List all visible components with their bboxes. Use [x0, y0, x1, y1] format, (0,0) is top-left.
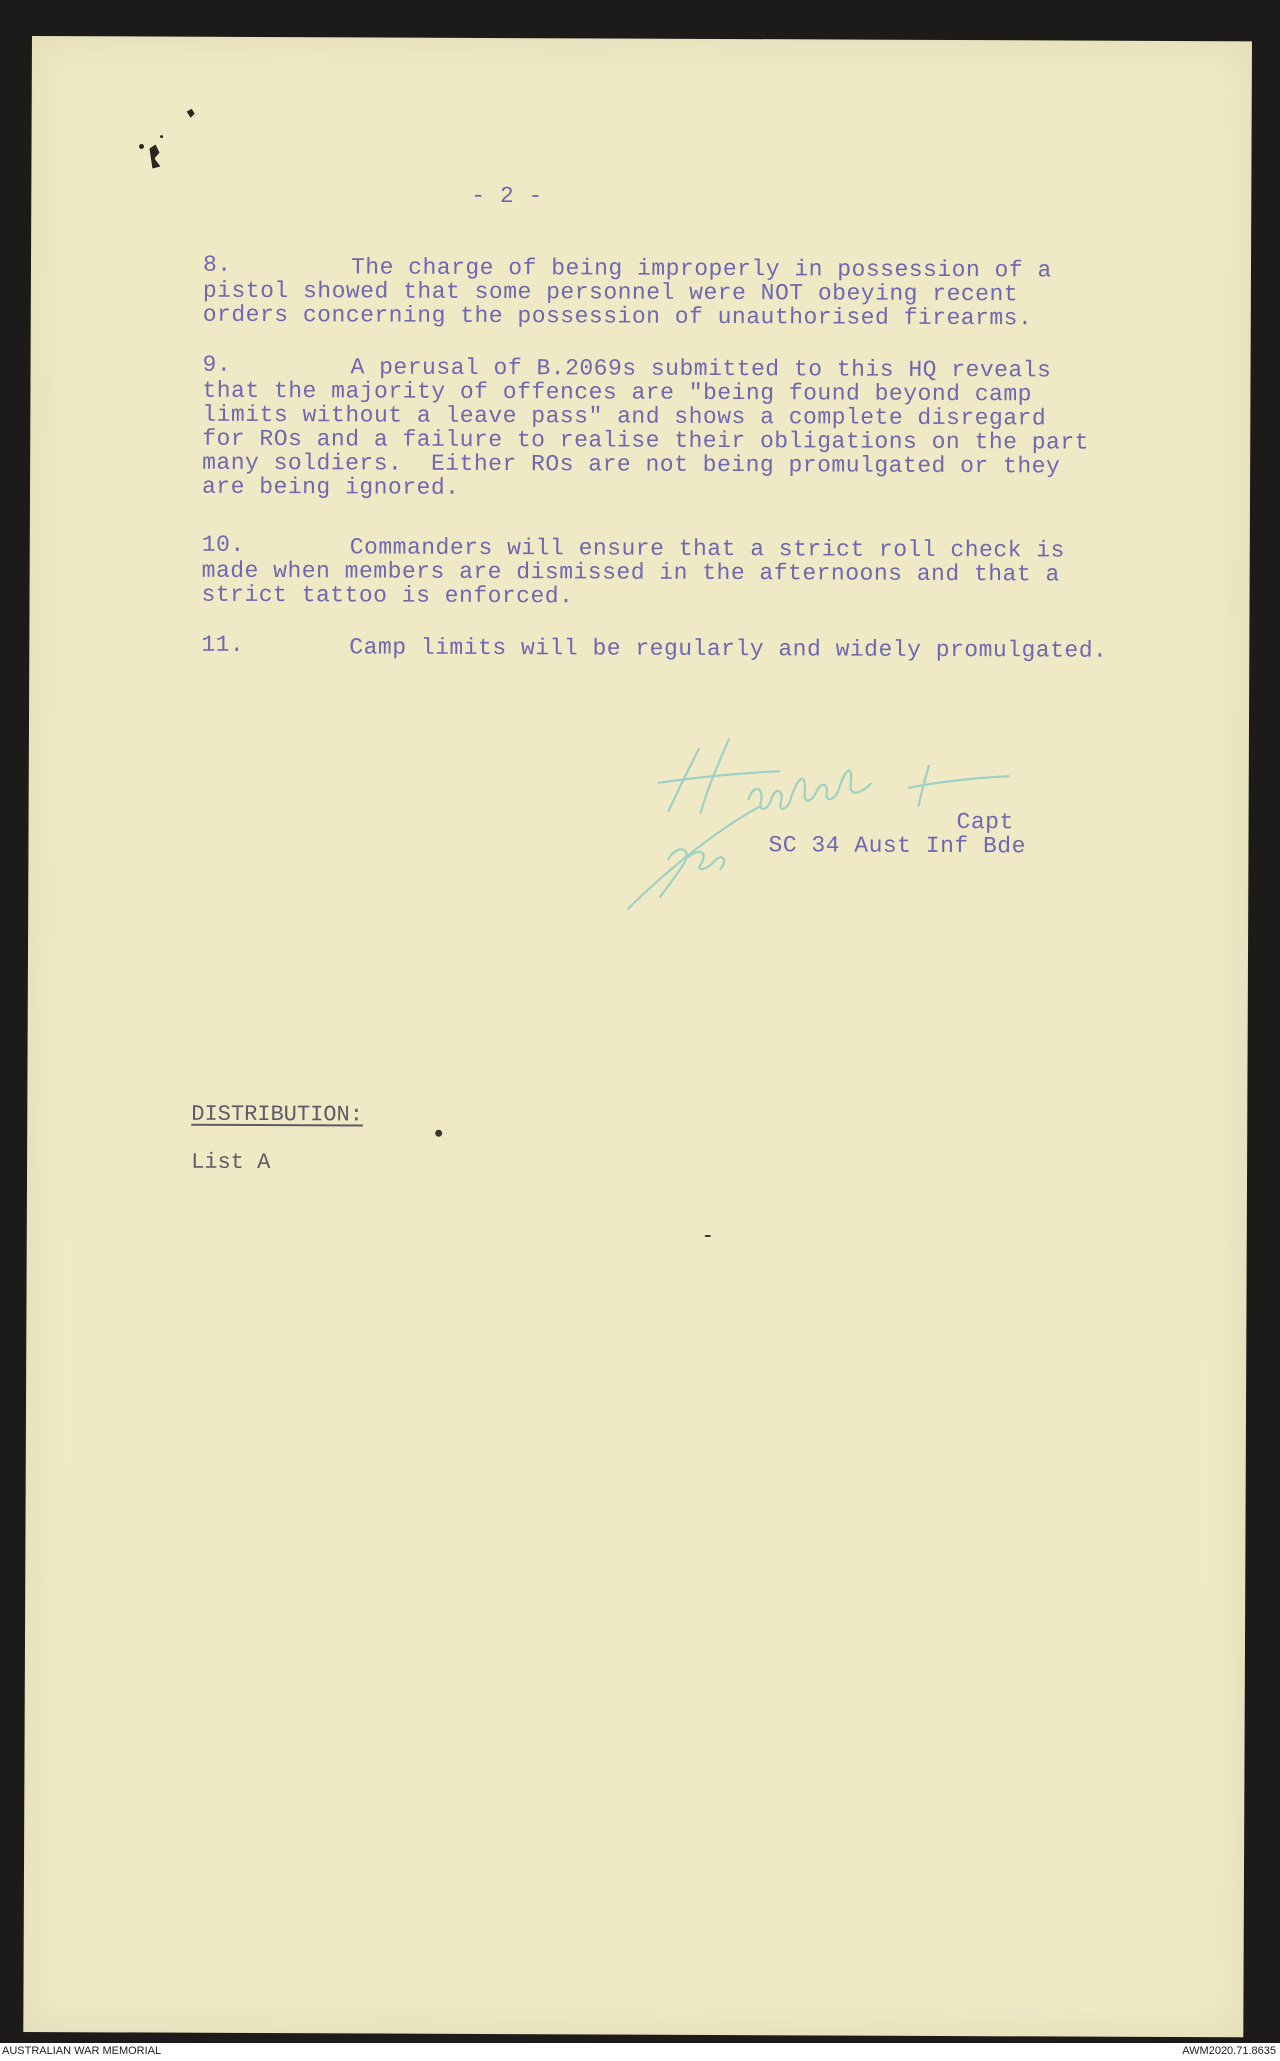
- paragraph-number: 8.: [202, 251, 232, 278]
- paragraph-line: for ROs and a failure to realise their obligations on the part: [202, 425, 1090, 456]
- document-page: [23, 36, 1252, 2037]
- signatory-rank: Capt: [956, 809, 1014, 836]
- paragraph-line: limits without a leave pass" and shows a complete disregard: [202, 401, 1047, 432]
- ink-spot: [435, 1130, 442, 1137]
- paragraph-line: made when members are dismissed in the afternoons and that a: [201, 557, 1060, 588]
- ink-speck: [705, 1235, 711, 1237]
- paragraph-number: 9.: [202, 351, 232, 378]
- distribution-heading: DISTRIBUTION:: [191, 1101, 363, 1128]
- distribution-list: List A: [191, 1149, 271, 1176]
- signatory-unit: SC 34 Aust Inf Bde: [768, 832, 1026, 860]
- footer-archive-name: AUSTRALIAN WAR MEMORIAL: [2, 2045, 162, 2057]
- handwritten-signature: [608, 729, 1089, 931]
- paragraph-line: A perusal of B.2069s submitted to this HQ reveals: [350, 354, 1052, 384]
- paragraph-line: are being ignored.: [201, 473, 460, 501]
- paragraph-line: that the majority of offences are "being found beyond camp: [202, 377, 1033, 408]
- page-number: - 2 -: [471, 182, 543, 210]
- paragraph-line: pistol showed that some personnel were NOT obeying recent: [202, 277, 1019, 308]
- punch-hole-marks: [101, 76, 202, 196]
- paragraph-line: The charge of being improperly in possession of a: [350, 254, 1052, 284]
- paragraph-line: many soldiers. Either ROs are not being promulgated or they: [202, 449, 1061, 480]
- paragraph-line: Commanders will ensure that a strict roll check is: [349, 534, 1065, 564]
- paragraph-line: Camp limits will be regularly and widely promulgated.: [349, 634, 1108, 664]
- paragraph-line: orders concerning the possession of unauthorised firearms.: [202, 301, 1033, 332]
- paragraph-number: 10.: [201, 531, 245, 558]
- paragraph-number: 11.: [201, 631, 245, 658]
- footer-accession-number: AWM2020.71.8635: [1182, 2045, 1276, 2057]
- paragraph-line: strict tattoo is enforced.: [201, 581, 574, 610]
